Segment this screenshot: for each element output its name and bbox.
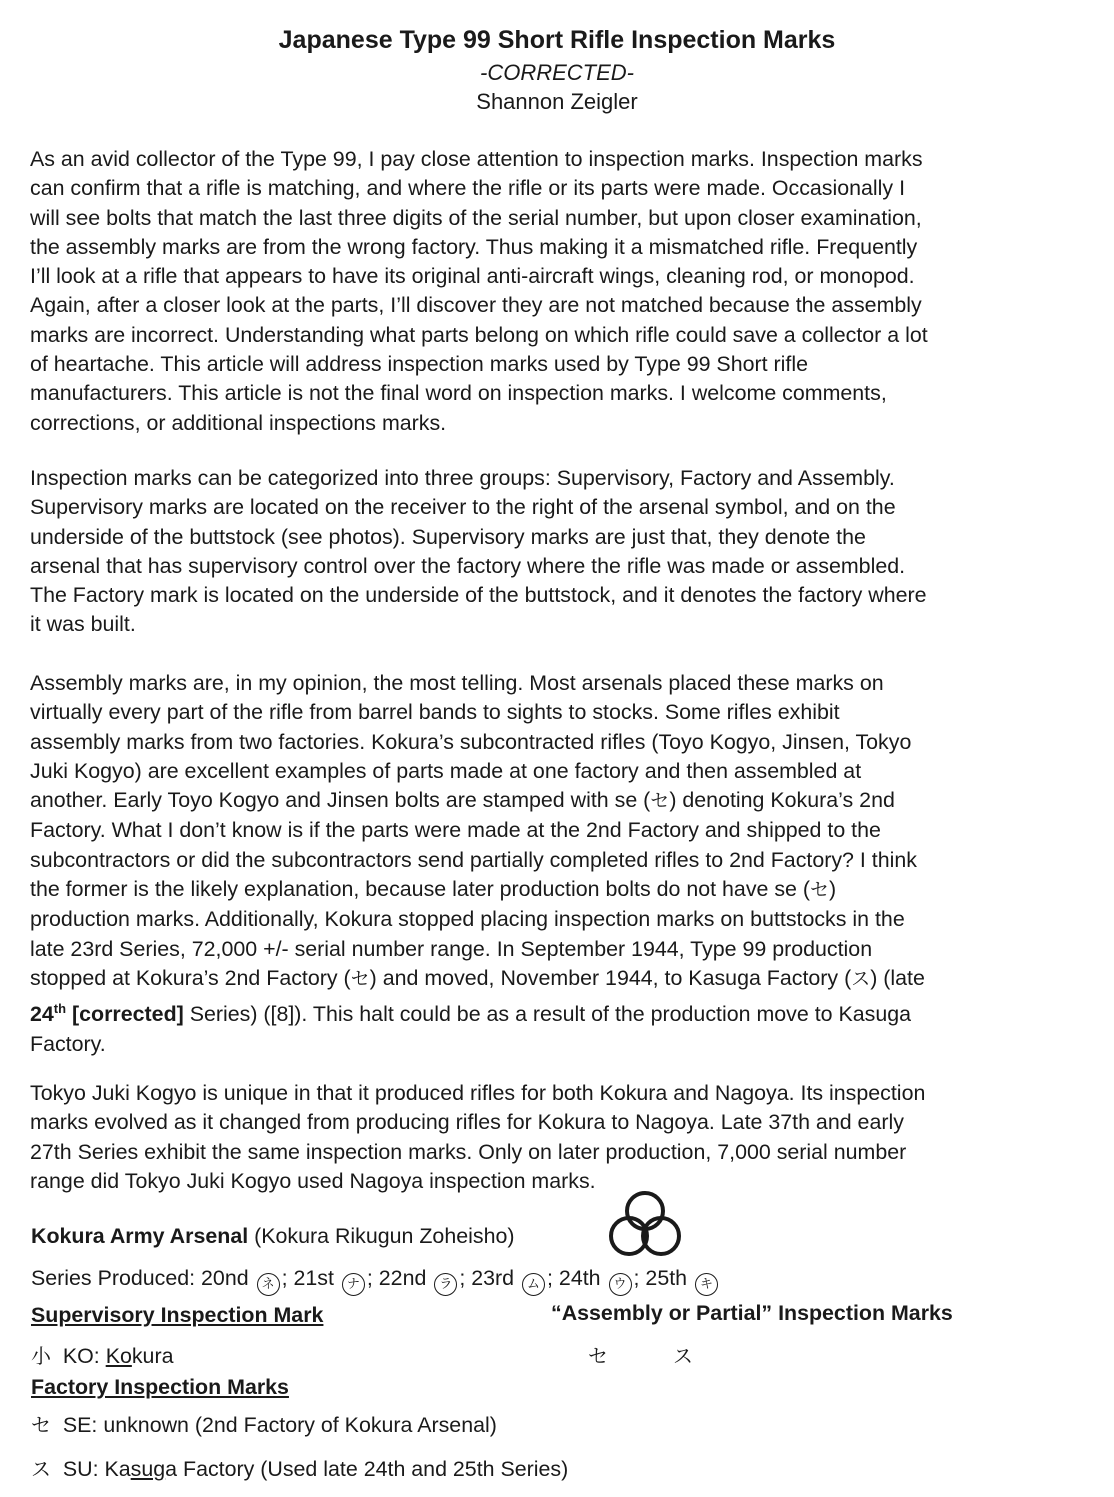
- mark-description-underlined: sug: [130, 1457, 166, 1481]
- series-label: 23rd: [471, 1266, 515, 1290]
- text-line: [30, 786, 1090, 816]
- text-line: it was built.: [30, 612, 136, 637]
- text-line: I’ll look at a rifle that appears to have its original anti-aircraft wings, cleaning rod, or monopod.: [30, 264, 915, 289]
- series-symbol-icon: キ: [695, 1273, 718, 1296]
- series-prefix: Series Produced:: [31, 1266, 202, 1290]
- factory-heading: Factory Inspection Marks: [31, 1375, 289, 1399]
- text-line: [30, 875, 1090, 905]
- factory-mark-row: [31, 1409, 497, 1438]
- series-separator: ;: [281, 1266, 288, 1290]
- series-item: [645, 1266, 720, 1290]
- text-segment: stopped at Kokura’s 2nd Factory (: [30, 965, 351, 990]
- assembly-heading: “Assembly or Partial” Inspection Marks: [551, 1301, 953, 1325]
- se-mark-glyph: セ: [350, 967, 370, 990]
- mark-description: unknown (2nd Factory of Kokura Arsenal): [103, 1413, 497, 1437]
- corrected-note: [corrected]: [66, 1002, 184, 1027]
- text-line: Assembly marks are, in my opinion, the most telling. Most arsenals placed these marks on: [30, 671, 884, 695]
- text-line: corrections, or additional inspections marks.: [30, 410, 447, 435]
- series-symbol-icon: ム: [522, 1273, 545, 1296]
- text-line: marks are incorrect. Understanding what parts belong on which rifle could save a collector a lot: [30, 322, 928, 347]
- text-segment: ) (late: [870, 965, 925, 990]
- paragraph-assembly-marks: [30, 669, 1090, 1059]
- arsenal-alt-name: (Kokura Rikugun Zoheisho): [248, 1224, 515, 1248]
- mark-code: KO:: [62, 1344, 106, 1368]
- text-segment: ) denoting Kokura’s 2nd: [669, 788, 895, 813]
- text-line: virtually every part of the rifle from barrel bands to sights to stocks. Some rifles exhibit: [30, 700, 840, 725]
- text-line: Factory.: [30, 1031, 106, 1056]
- series-label: 24th: [558, 1266, 601, 1290]
- document-subtitle: -CORRECTED-: [480, 60, 634, 85]
- assembly-se-mark-glyph: セ: [588, 1344, 608, 1368]
- text-line: As an avid collector of the Type 99, I pay close attention to inspection marks. Inspection marks: [30, 147, 923, 171]
- text-line: Inspection marks can be categorized into three groups: Supervisory, Factory and Assembly.: [30, 466, 895, 490]
- text-line: assembly marks from two factories. Kokura’s subcontracted rifles (Toyo Kogyo, Jinsen, Tokyo: [30, 729, 912, 754]
- paragraph-categories: [30, 464, 1090, 640]
- ordinal-suffix: th: [53, 1001, 67, 1017]
- arsenal-name: Kokura Army Arsenal: [31, 1224, 249, 1248]
- series-symbol-icon: ウ: [609, 1273, 632, 1296]
- text-line: Juki Kogyo) are excellent examples of parts made at one factory and then assembled at: [30, 758, 862, 783]
- series-label: 25th: [645, 1266, 688, 1290]
- se-mark-glyph: セ: [31, 1413, 51, 1437]
- text-segment: another. Early Toyo Kogyo and Jinsen bolts are stamped with se (: [30, 788, 651, 813]
- text-line: production marks. Additionally, Kokura stopped placing inspection marks on buttstocks in the: [30, 907, 905, 932]
- text-line: range did Tokyo Juki Kogyo used Nagoya inspection marks.: [30, 1168, 596, 1193]
- assembly-su-mark-glyph: ス: [673, 1344, 693, 1368]
- su-mark-glyph: ス: [31, 1457, 51, 1481]
- series-item: [293, 1266, 378, 1290]
- text-segment: Series) ([8]). This halt could be as a result of the production move to Kasuga: [183, 1002, 912, 1027]
- text-line: manufacturers. This article is not the final word on inspection marks. I welcome comments,: [30, 381, 887, 406]
- text-line: the assembly marks are from the wrong factory. Thus making it a mismatched rifle. Frequently: [30, 234, 918, 259]
- series-item: [379, 1266, 471, 1290]
- series-item: [201, 1266, 293, 1290]
- series-label: 20nd: [201, 1266, 249, 1290]
- text-segment: ) and moved, November 1944, to Kasuga Factory (: [369, 965, 852, 990]
- text-line: The Factory mark is located on the underside of the buttstock, and it denotes the factory where: [30, 583, 927, 608]
- text-line: can confirm that a rifle is matching, and where the rifle or its parts were made. Occasionally I: [30, 176, 906, 201]
- text-line: late 23rd Series, 72,000 +/- serial number range. In September 1944, Type 99 production: [30, 936, 873, 961]
- series-separator: ;: [547, 1266, 553, 1290]
- series-item: [471, 1266, 559, 1290]
- mark-description: Ka: [104, 1457, 131, 1481]
- text-line: Factory. What I don’t know is if the parts were made at the 2nd Factory and shipped to the: [30, 818, 881, 843]
- text-line: [30, 994, 1090, 1029]
- mark-name-rest: kura: [131, 1344, 174, 1368]
- series-produced: [31, 1266, 720, 1296]
- series-label: 22nd: [378, 1266, 427, 1290]
- text-line: of heartache. This article will address inspection marks used by Type 99 Short rifle: [30, 352, 808, 377]
- su-mark-glyph: ス: [851, 967, 871, 990]
- text-line: [30, 964, 1090, 994]
- series-number: 24: [30, 1002, 54, 1027]
- text-line: 27th Series exhibit the same inspection marks. Only on later production, 7,000 serial number: [30, 1139, 907, 1164]
- text-line: Again, after a closer look at the parts, I’ll discover they are not matched because the assembly: [30, 293, 922, 318]
- text-line: marks evolved as it changed from producing rifles for Kokura to Nagoya. Late 37th and early: [30, 1110, 904, 1135]
- text-line: Supervisory marks are located on the receiver to the right of the arsenal symbol, and on the: [30, 495, 896, 520]
- mark-description: a Factory (Used late 24th and 25th Series): [165, 1457, 569, 1481]
- text-segment: the former is the likely explanation, because later production bolts do not have se (: [30, 877, 811, 902]
- arsenal-heading: [31, 1224, 514, 1249]
- text-segment: ): [829, 877, 837, 902]
- series-separator: ;: [366, 1266, 373, 1290]
- se-mark-glyph: セ: [810, 879, 830, 902]
- document-title: Japanese Type 99 Short Rifle Inspection Marks: [278, 26, 836, 54]
- author-name: Shannon Zeigler: [476, 89, 638, 114]
- series-symbol-icon: ラ: [434, 1273, 457, 1296]
- factory-mark-row: [31, 1453, 568, 1482]
- mark-name-underlined: Ko: [105, 1344, 132, 1368]
- series-separator: ;: [633, 1266, 640, 1290]
- series-separator: ;: [459, 1266, 466, 1290]
- se-mark-glyph: セ: [650, 790, 670, 813]
- text-line: Tokyo Juki Kogyo is unique in that it produced rifles for both Kokura and Nagoya. Its inspection: [30, 1081, 926, 1105]
- series-label: 21st: [293, 1266, 334, 1290]
- series-symbol-icon: ネ: [257, 1273, 280, 1296]
- supervisory-mark-row: [31, 1340, 173, 1369]
- ko-mark-glyph: 小: [31, 1344, 51, 1368]
- supervisory-heading: Supervisory Inspection Mark: [31, 1303, 324, 1327]
- text-line: arsenal that has supervisory control over the factory where the rifle was made or assembled.: [30, 553, 906, 578]
- mark-code: SE:: [62, 1413, 104, 1437]
- series-symbol-icon: ナ: [342, 1273, 365, 1296]
- kokura-arsenal-symbol-icon: [600, 1188, 690, 1264]
- text-line: underside of the buttstock (see photos). Supervisory marks are just that, they denote the: [30, 524, 866, 549]
- series-item: [559, 1266, 646, 1290]
- text-line: subcontractors or did the subcontractors send partially completed rifles to 2nd Factory? I think: [30, 847, 917, 872]
- mark-code: SU:: [62, 1457, 105, 1481]
- paragraph-intro: [30, 145, 1090, 438]
- paragraph-tokyo-juki: [30, 1079, 1090, 1196]
- text-line: will see bolts that match the last three digits of the serial number, but upon closer examination,: [30, 205, 922, 230]
